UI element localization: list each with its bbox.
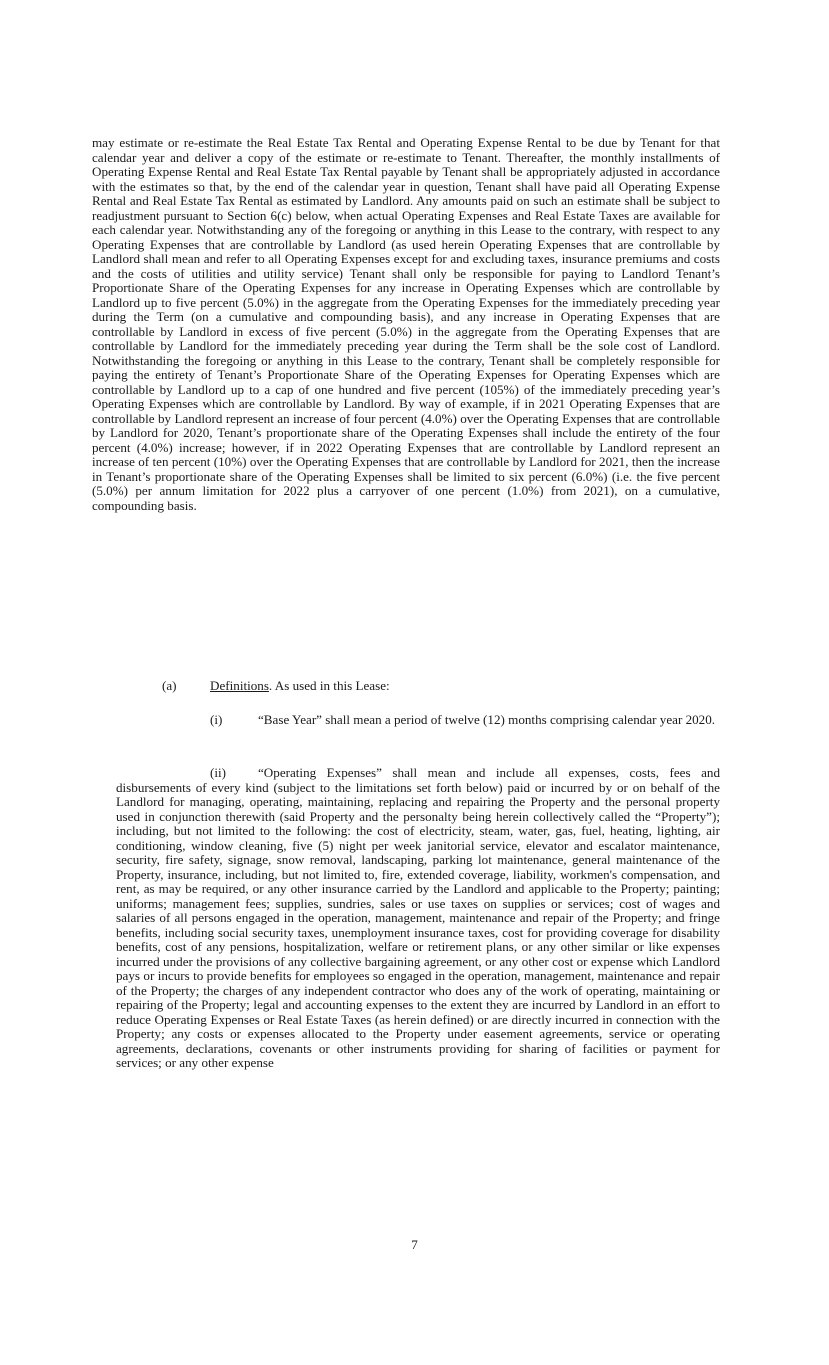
definitions-title: Definitions xyxy=(210,678,269,693)
item-label: (i) xyxy=(210,712,223,727)
definitions-heading xyxy=(162,679,722,694)
body-paragraph: may estimate or re-estimate the Real Estate Tax Rental and Operating Expense Rental to be due by Tenant for that calendar year and deliver a copy of the estimate or re-estimate to Tenant. Thereafter, the monthly installments of Operating Expense Rental and Real Estate Tax Rental payable by Tenant shall be appropriately adjusted in accordance with the estimates so that, by the end of the calendar year in question, Tenant shall have paid all Operating Expense Rental and Real Estate Tax Rental as estimated by Landlord. Any amounts paid on such an estimate shall be subject to readjustment pursuant to Section 6(c) below, when actual Operating Expenses and Real Estate Taxes are available for each calendar year. Notwithstanding any of the foregoing or anything in this Lease to the contrary, with respect to any Operating Expenses that are controllable by Landlord (as used herein Operating Expenses that are controllable by Landlord shall mean and refer to all Operating Expenses except for and excluding taxes, insurance premiums and costs and the costs of utilities and utility service) Tenant shall only be responsible for paying to Landlord Tenant’s Proportionate Share of the Operating Expenses for any increase in Operating Expenses which are controllable by Landlord up to five percent (5.0%) in the aggregate from the Operating Expenses for the immediately preceding year during the Term (on a cumulative and compounding basis), and any increase in Operating Expenses that are controllable by Landlord in excess of five percent (5.0%) in the aggregate from the Operating Expenses that are controllable by Landlord for the immediately preceding year during the Term shall be the sole cost of Landlord. Notwithstanding the foregoing or anything in this Lease to the contrary, Tenant shall be completely responsible for paying the entirety of Tenant’s Proportionate Share of the Operating Expenses for Operating Expenses which are controllable by Landlord up to a cap of one hundred and five percent (105%) of the immediately preceding year’s Operating Expenses which are controllable by Landlord. By way of example, if in 2021 Operating Expenses that are controllable by Landlord represent an increase of four percent (4.0%) over the Operating Expenses that are controllable by Landlord for 2020, Tenant’s proportionate share of the Operating Expenses shall include the entirety of the four percent (4.0%) increase; however, if in 2022 Operating Expenses that are controllable by Landlord represent an increase of ten percent (10%) over the Operating Expenses that are controllable by Landlord for 2021, then the increase in Tenant’s proportionate share of the Operating Expenses shall be limited to six percent (6.0%) (i.e. the five percent (5.0%) per annum limitation for 2022 plus a carryover of one percent (1.0%) from 2021), on a cumulative, compounding basis. xyxy=(92,135,720,513)
definitions-intro: . As used in this Lease: xyxy=(268,678,390,693)
item-text: “Base Year” shall mean a period of twelve (12) months comprising calendar year 2020. xyxy=(258,712,716,727)
section-label: (a) xyxy=(162,678,177,693)
definition-item-operating-expenses xyxy=(116,766,720,1071)
definition-item-base-year xyxy=(116,713,720,728)
page-number: 7 xyxy=(411,1237,418,1252)
item-text: “Operating Expenses” shall mean and include all expenses, costs, fees and disbursements of every kind (subject to the limitations set forth below) paid or incurred by or on behalf of the Landlord for managing, operating, maintaining, replacing and repairing the Property and the personal property used in conjunction therewith (said Property and the personalty being herein collectively called the “Property”); including, but not limited to the following: the cost of electricity, steam, water, gas, fuel, heating, lighting, air conditioning, window cleaning, five (5) night per week janitorial service, elevator and escalator maintenance, security, fire safety, signage, snow removal, landscaping, parking lot maintenance, general maintenance of the Property, insurance, including, but not limited to, fire, extended coverage, liability, workmen's compensation, and rent, as may be required, or any other insurance carried by the Landlord and applicable to the Property; painting; uniforms; management fees; supplies, sundries, sales or use taxes on supplies or services; cost of wages and salaries of all persons engaged in the operation, management, maintenance and repair of the Property; and fringe benefits, including social security taxes, unemployment insurance taxes, cost for providing coverage for disability benefits, cost of any pensions, hospitalization, welfare or retirement plans, or any other similar or like expenses incurred under the provisions of any collective bargaining agreement, or any other cost or expense which Landlord pays or incurs to provide benefits for employees so engaged in the operation, management, maintenance and repair of the Property; the charges of any independent contractor who does any of the work of operating, maintaining or repairing of the Property; legal and accounting expenses to the extent they are incurred by Landlord in an effort to reduce Operating Expenses or Real Estate Taxes (as herein defined) or are directly incurred in connection with the Property; any costs or expenses allocated to the Property under easement agreements, service or operating agreements, declarations, covenants or other instruments providing for sharing of facilities or payment for services; or any other expense xyxy=(116,765,720,1070)
item-label: (ii) xyxy=(210,765,226,780)
